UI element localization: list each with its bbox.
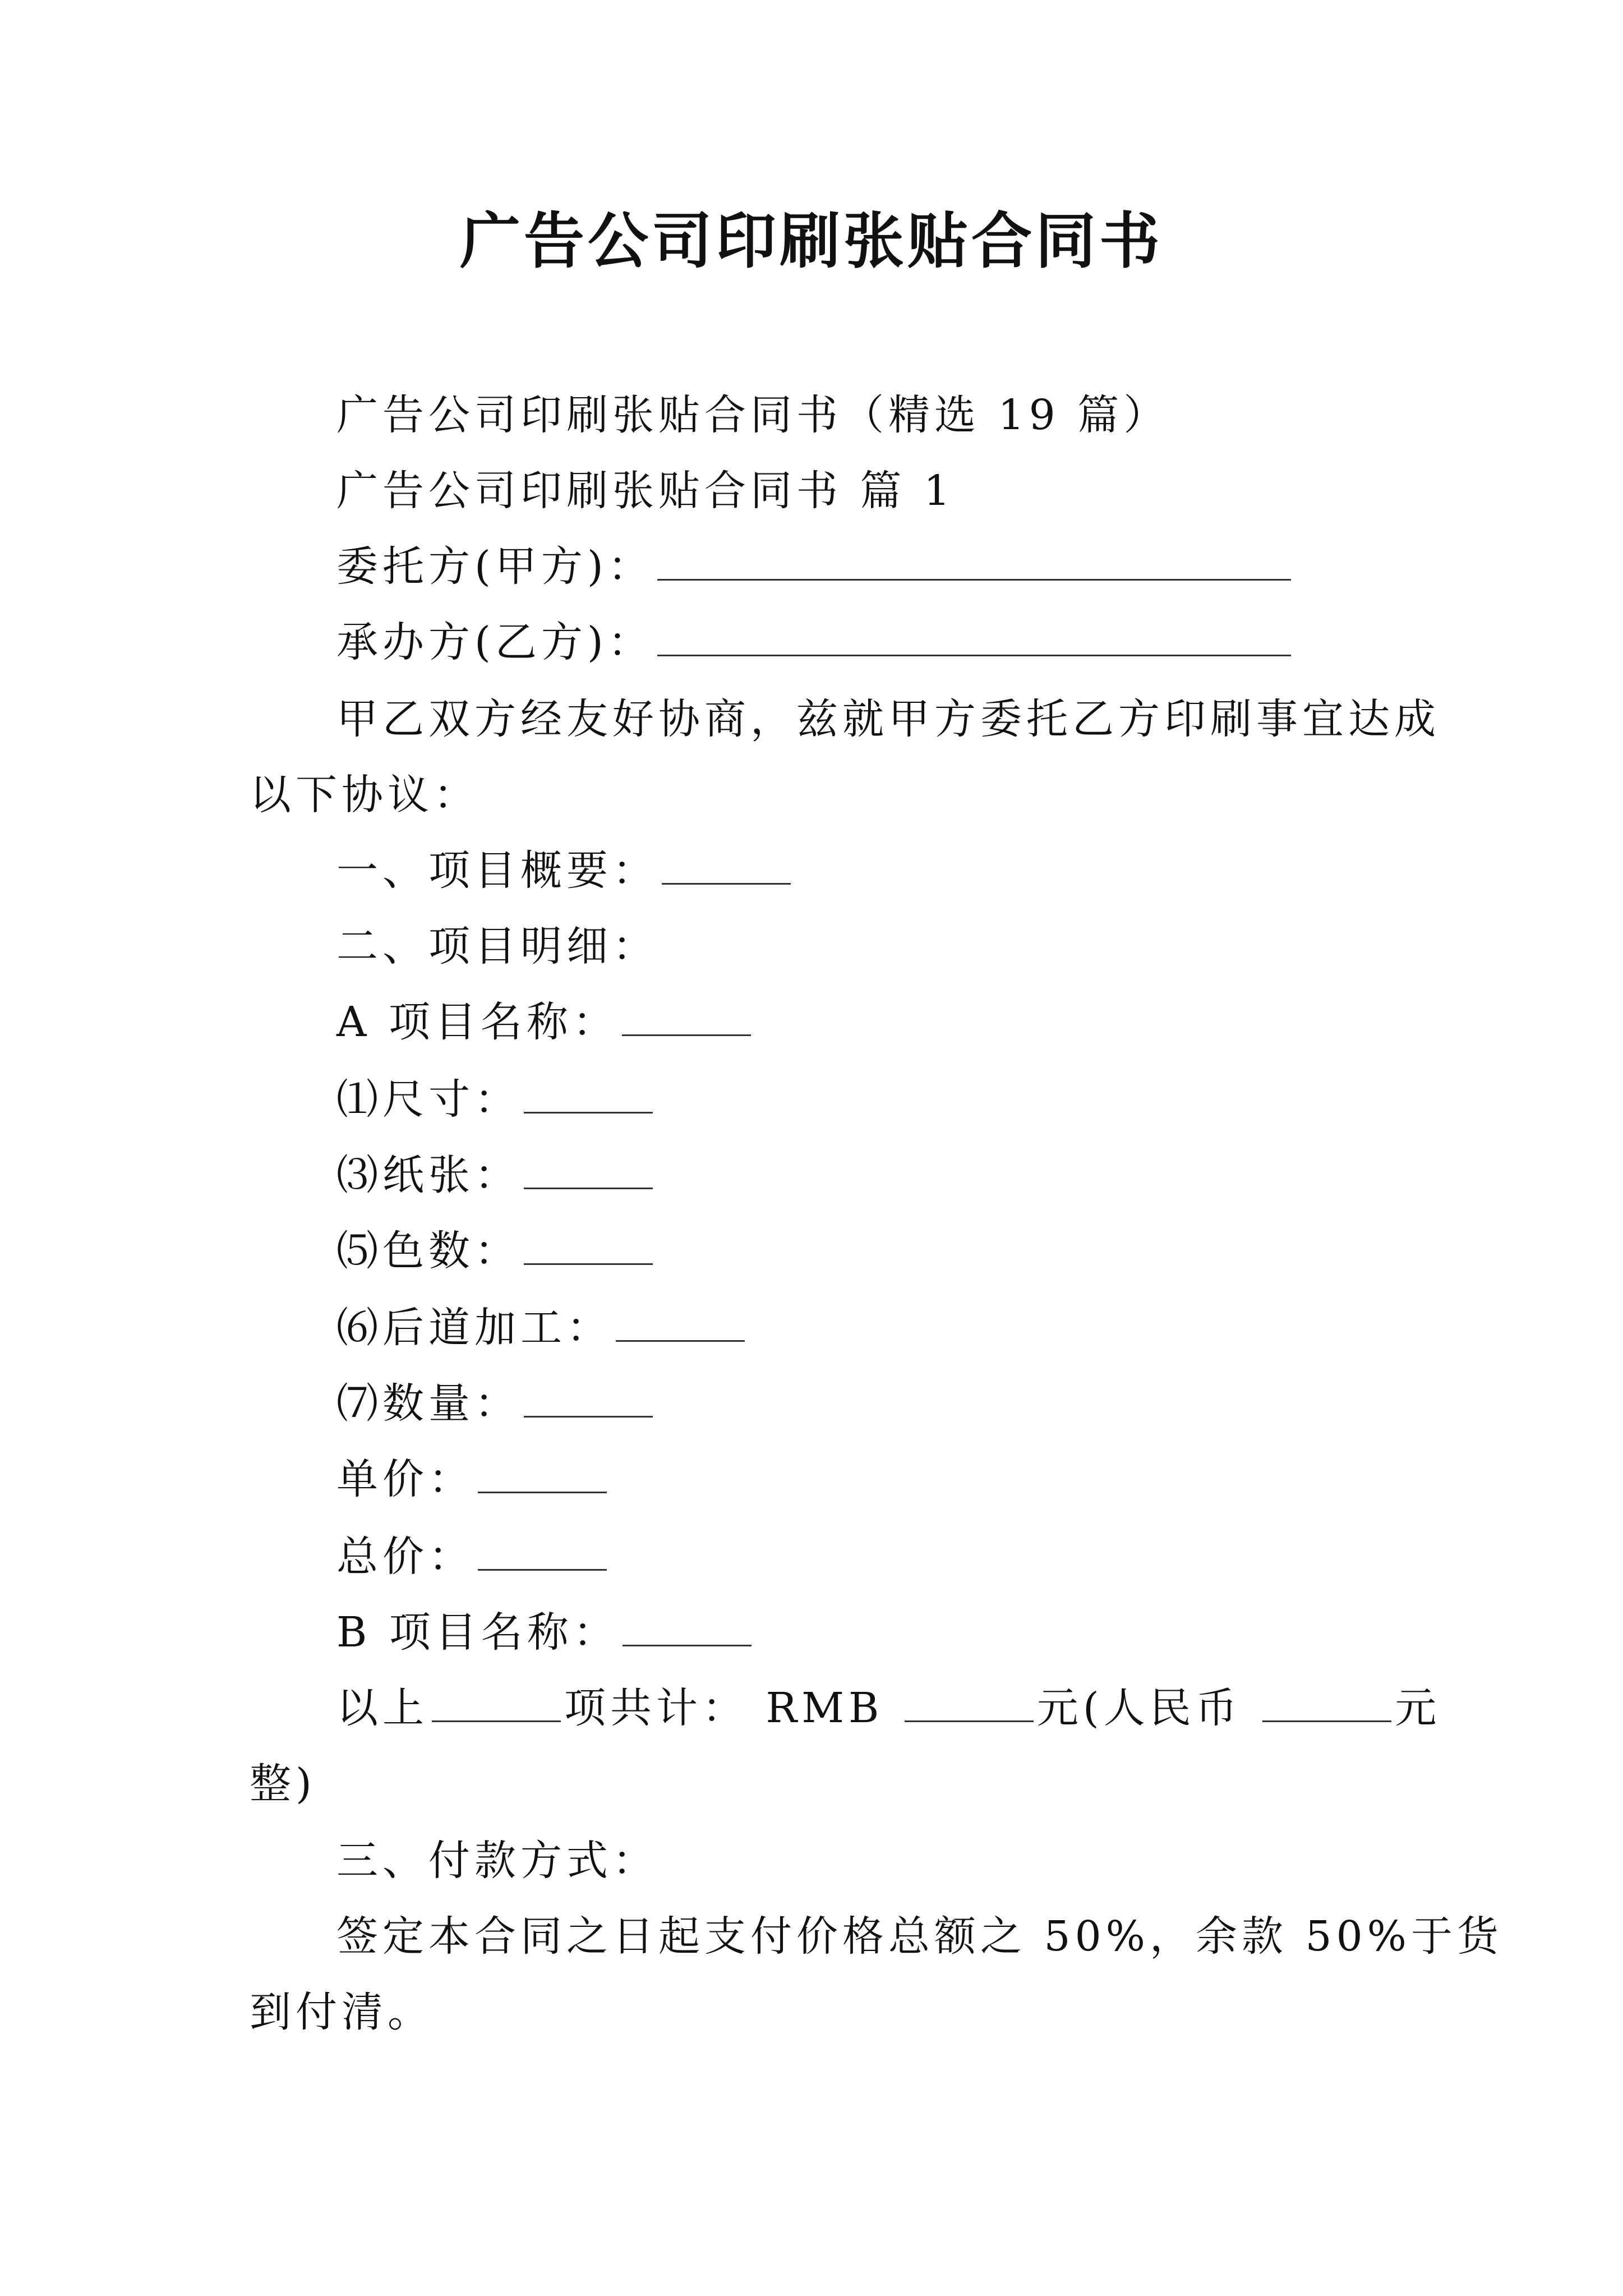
section-heading: 广告公司印刷张贴合同书 篇 1 xyxy=(336,467,955,515)
party-a-blank xyxy=(657,540,1291,581)
total-price-line xyxy=(336,1529,610,1585)
payment-line-1: 签定本合同之日起支付价格总额之 50%，余款 50%于货 xyxy=(336,1912,1503,1961)
total-rmb-blank xyxy=(905,1681,1034,1722)
b-name-line xyxy=(336,1604,755,1660)
a-name-line xyxy=(336,994,754,1050)
party-b-line xyxy=(336,614,1294,670)
unit-price-label: 单价： xyxy=(336,1455,474,1503)
total-price-label: 总价： xyxy=(336,1533,474,1581)
quantity-label: ⑺数量： xyxy=(336,1379,520,1428)
item1-label: 一、项目概要： xyxy=(336,846,658,895)
party-b-blank xyxy=(657,615,1291,656)
total-cny-blank xyxy=(1262,1681,1391,1722)
paper-blank xyxy=(524,1148,653,1189)
total-price-blank xyxy=(478,1530,607,1571)
size-label: ⑴尺寸： xyxy=(336,1075,520,1124)
total-line-end: 整) xyxy=(250,1760,316,1808)
b-name-blank xyxy=(623,1605,751,1646)
item1-line xyxy=(336,843,794,899)
total-part3: 元(人民币 xyxy=(1036,1684,1260,1732)
quantity-line xyxy=(336,1375,656,1432)
document-title: 广告公司印刷张贴合同书 xyxy=(459,206,1163,277)
subtitle: 广告公司印刷张贴合同书（精选 19 篇） xyxy=(336,391,1170,439)
party-b-label: 承办方(乙方)： xyxy=(336,618,654,666)
total-part4: 元 xyxy=(1395,1684,1441,1732)
paper-label: ⑶纸张： xyxy=(336,1151,520,1199)
paper-line xyxy=(336,1147,656,1203)
finishing-blank xyxy=(616,1301,745,1342)
colors-blank xyxy=(524,1224,653,1265)
item3-label: 三、付款方式： xyxy=(336,1837,658,1885)
colors-label: ⑸色数： xyxy=(336,1227,520,1275)
intro-line-1: 甲乙双方经友好协商，兹就甲方委托乙方印刷事宜达成 xyxy=(336,695,1440,743)
party-a-label: 委托方(甲方)： xyxy=(336,542,654,591)
a-name-blank xyxy=(622,995,751,1036)
a-name-label: A 项目名称： xyxy=(336,998,619,1046)
finishing-label: ⑹后道加工： xyxy=(336,1304,612,1352)
total-part2: 项共计： RMB xyxy=(564,1684,901,1732)
quantity-blank xyxy=(524,1377,653,1418)
unit-price-blank xyxy=(478,1452,607,1493)
total-part1: 以上 xyxy=(336,1684,428,1732)
b-name-label: B 项目名称： xyxy=(336,1608,619,1657)
item2-label: 二、项目明细： xyxy=(336,922,658,970)
total-count-blank xyxy=(432,1681,561,1722)
payment-line-2: 到付清。 xyxy=(250,1988,434,2036)
colors-line xyxy=(336,1223,656,1279)
unit-price-line xyxy=(336,1451,610,1507)
party-a-line xyxy=(336,539,1294,595)
item1-blank xyxy=(662,844,791,885)
size-line xyxy=(336,1071,656,1128)
finishing-line xyxy=(336,1300,748,1356)
intro-line-2: 以下协议： xyxy=(250,771,479,819)
total-line xyxy=(336,1680,1441,1736)
size-blank xyxy=(524,1073,653,1114)
